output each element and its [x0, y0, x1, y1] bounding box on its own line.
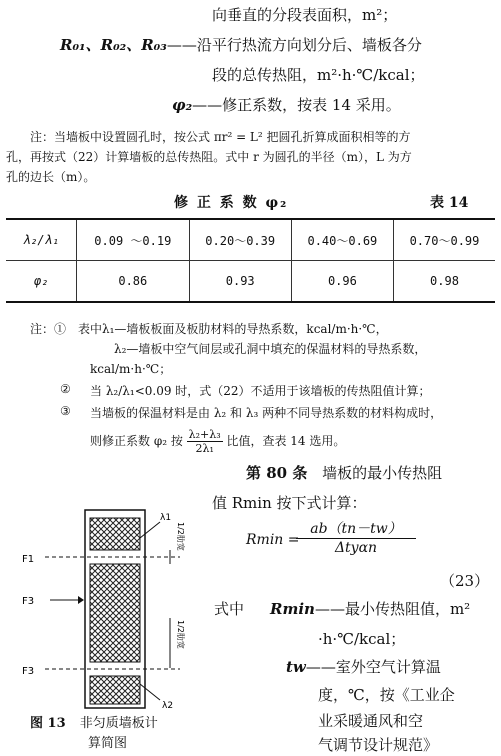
arrow-head — [78, 596, 84, 604]
note-line: 当 λ₂/λ₁<0.09 时，式（22）不适用于该墙板的传热阻值计算； — [90, 384, 431, 398]
table-row — [6, 219, 495, 261]
text-segment: ——最小传热阻值，m² — [314, 600, 471, 618]
table-cell: 0.40～0.69 — [291, 219, 393, 261]
table-cell: 0.96 — [291, 261, 393, 303]
wall-panel-diagram — [20, 508, 205, 710]
symbol: Rmin — [270, 600, 315, 618]
table-title: 修 正 系 数 φ₂ — [174, 195, 289, 211]
leader-line — [140, 684, 160, 700]
definition-line: 业采暖通风和空 — [318, 712, 424, 730]
text-segment: 比值，查表 14 选用。 — [226, 434, 346, 448]
table-cell: 0.98 — [393, 261, 495, 303]
table-cell: 0.70～0.99 — [393, 219, 495, 261]
definition-line: 气调节设计规范》 — [318, 736, 439, 754]
fraction — [187, 428, 223, 455]
definition-line: ·h·℃/kcal； — [318, 630, 406, 648]
table-number: 表 14 — [430, 195, 469, 211]
table-cell: φ₂ — [6, 261, 77, 303]
symbol: tw — [286, 658, 306, 676]
equation-number: （23） — [440, 572, 490, 590]
text-segment: ——室外空气计算温 — [305, 658, 441, 676]
table-cell: 0.86 — [77, 261, 190, 303]
insulation-block — [90, 518, 140, 550]
note-line: 孔的边长（m）。 — [6, 170, 96, 184]
article-line: 值 Rmin 按下式计算： — [212, 494, 367, 512]
article-line — [246, 462, 442, 483]
text-segment: ——沿平行热流方向划分后、墙板各分 — [166, 36, 422, 54]
symbol: R₀₁、R₀₂、R₀₃ — [60, 36, 167, 54]
f3-label: F3 — [22, 596, 35, 607]
insulation-block — [90, 564, 140, 662]
note-line: 当墙板的保温材料是由 λ₂ 和 λ₃ 两种不同导热系数的材料构成时， — [90, 406, 443, 420]
note-label: 注：① — [30, 322, 67, 336]
note-line: λ₂—墙板中空气间层或孔洞中填充的保温材料的导热系数， — [114, 342, 427, 356]
text-segment: 墙板的最小传热阻 — [322, 464, 443, 482]
lambda2-label: λ2 — [162, 701, 174, 710]
definition-line: 度，℃，按《工业企 — [318, 686, 455, 704]
note-line — [90, 428, 345, 455]
note-line: 表中λ₁—墙板板面及板肋材料的导热系数，kcal/m·h·℃， — [78, 322, 388, 336]
fraction-denominator: 2λ₁ — [195, 442, 214, 455]
formula-lhs: Rmin = — [246, 532, 300, 548]
caption-text: 算简图 — [88, 736, 128, 751]
figure-number: 图 13 — [30, 716, 66, 731]
text-segment: 则修正系数 φ₂ 按 — [90, 434, 183, 448]
formula-numerator: ab（tn－tw） — [296, 518, 416, 539]
f3-label: F3 — [22, 666, 35, 677]
leader-line — [140, 522, 160, 538]
definition-line — [270, 598, 470, 619]
table-cell: λ₂/λ₁ — [6, 219, 77, 261]
text-line: 段的总传热阻，m²·h·℃/kcal； — [212, 66, 425, 84]
text-line — [172, 94, 401, 115]
note-line: kcal/m·h·℃； — [90, 362, 172, 376]
note-line: 注：当墙板中设置圆孔时，按公式 πr² = L² 把圆孔折算成面积相等的方 — [30, 130, 411, 144]
fraction-numerator: λ₂+λ₃ — [188, 428, 221, 441]
symbol: φ₂ — [172, 96, 193, 114]
note-label: ③ — [60, 404, 71, 418]
note-line: 孔，再按式（22）计算墙板的总传热阻。式中 r 为圆孔的半径（m），L 为方 — [6, 150, 412, 164]
table-cell: 0.20～0.39 — [189, 219, 291, 261]
f1-label: F1 — [22, 554, 35, 565]
text-line — [60, 34, 422, 55]
table-cell: 0.09 ～0.19 — [77, 219, 190, 261]
table-row — [6, 261, 495, 303]
note-label: ② — [60, 382, 71, 396]
text-line: 向垂直的分段表面积，m²； — [212, 6, 398, 24]
figure-caption — [30, 712, 158, 731]
half-rib-label: 1/2肋宽 — [176, 522, 185, 551]
insulation-block — [90, 676, 140, 704]
where-label: 式中 — [214, 600, 245, 618]
correction-table — [6, 218, 495, 303]
definition-line — [286, 656, 441, 677]
lambda1-label: λ1 — [160, 513, 172, 523]
formula-denominator: Δtyαn — [334, 540, 378, 556]
text-segment: ——修正系数，按表 14 采用。 — [192, 96, 401, 114]
table-cell: 0.93 — [189, 261, 291, 303]
half-rib-label: 1/2肋宽 — [176, 620, 185, 649]
caption-text: 非匀质墙板计 — [79, 716, 158, 731]
article-title: 第 80 条 — [246, 464, 308, 482]
